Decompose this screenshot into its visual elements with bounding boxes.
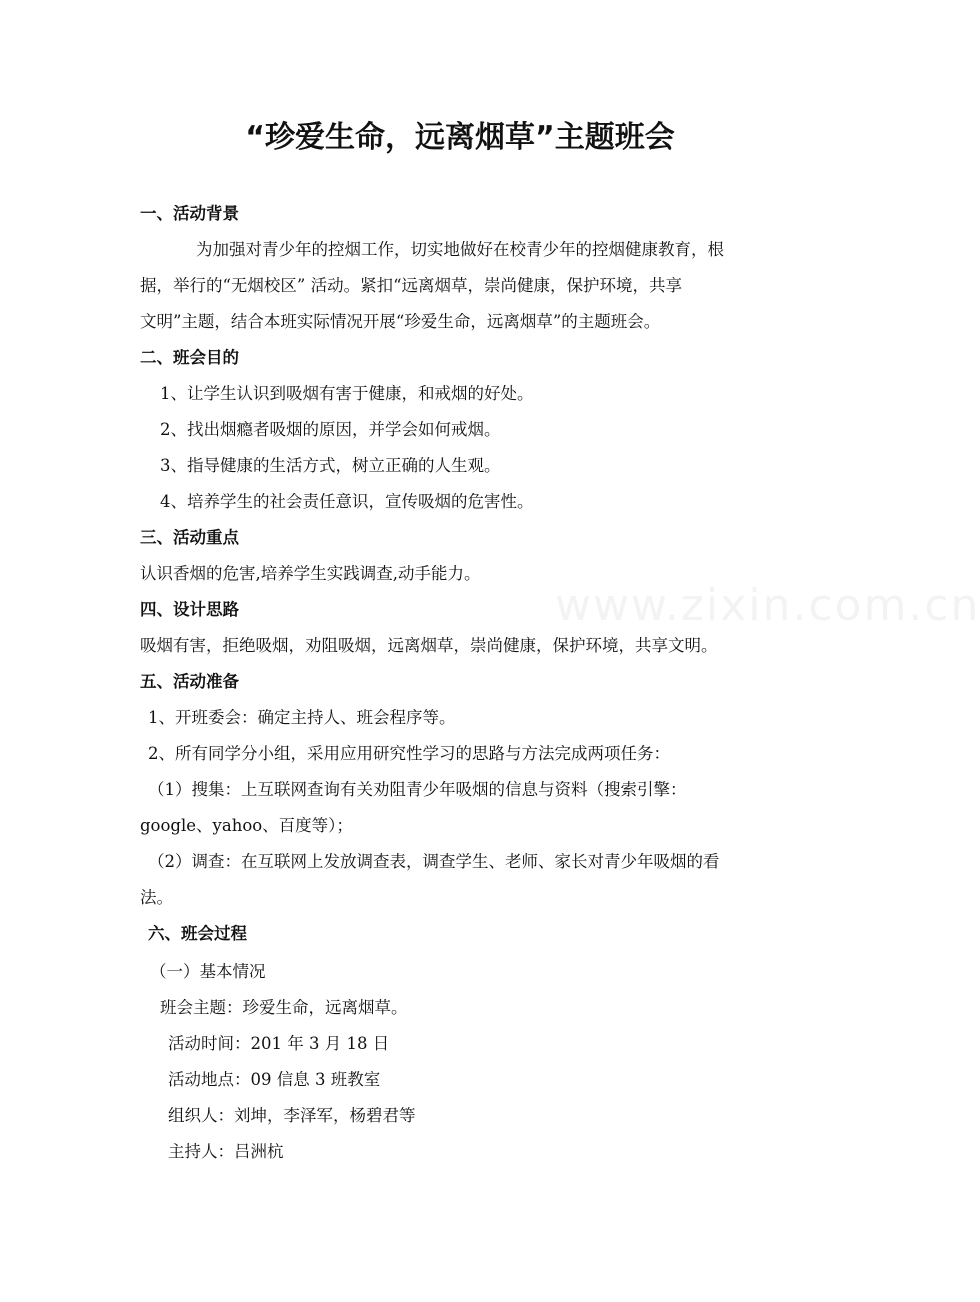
info-line: 班会主题：珍爱生命，远离烟草。 xyxy=(160,998,408,1017)
section-heading-focus: 三、活动重点 xyxy=(140,528,239,547)
paragraph-line: 吸烟有害，拒绝吸烟，劝阻吸烟，远离烟草，崇尚健康，保护环境，共享文明。 xyxy=(140,636,718,655)
list-item: 3、指导健康的生活方式，树立正确的人生观。 xyxy=(160,456,501,475)
list-item: 1、让学生认识到吸烟有害于健康，和戒烟的好处。 xyxy=(160,384,534,403)
page-title: “珍爱生命，远离烟草”主题班会 xyxy=(245,120,675,155)
paragraph-line: 法。 xyxy=(140,888,173,907)
paragraph-line: google、yahoo、百度等）； xyxy=(140,816,353,835)
info-line: 活动时间：201 年 3 月 18 日 xyxy=(168,1034,390,1053)
section-heading-purpose: 二、班会目的 xyxy=(140,348,239,367)
info-line: 活动地点：09 信息 3 班教室 xyxy=(168,1070,381,1089)
list-item: （2）调查：在互联网上发放调查表，调查学生、老师、家长对青少年吸烟的看 xyxy=(148,852,720,871)
section-heading-background: 一、活动背景 xyxy=(140,204,239,223)
list-item: （1）搜集：上互联网查询有关劝阻青少年吸烟的信息与资料（搜索引擎： xyxy=(148,780,687,799)
info-line: 主持人：吕洲杭 xyxy=(168,1142,284,1161)
paragraph-line: 据，举行的“无烟校区” 活动。紧扣“远离烟草，崇尚健康，保护环境，共享 xyxy=(140,276,683,295)
list-item: 2、所有同学分小组，采用应用研究性学习的思路与方法完成两项任务： xyxy=(148,744,670,763)
paragraph-line: 文明”主题，结合本班实际情况开展“珍爱生命，远离烟草”的主题班会。 xyxy=(140,312,661,331)
watermark: www.zixin.com.cn xyxy=(555,580,980,631)
paragraph-line: 为加强对青少年的控烟工作，切实地做好在校青少年的控烟健康教育，根 xyxy=(196,240,724,259)
list-item: 4、培养学生的社会责任意识，宣传吸烟的危害性。 xyxy=(160,492,534,511)
section-heading-preparation: 五、活动准备 xyxy=(140,672,239,691)
info-line: 组织人：刘坤，李泽军，杨碧君等 xyxy=(168,1106,416,1125)
section-heading-design: 四、设计思路 xyxy=(140,600,239,619)
section-heading-process: 六、班会过程 xyxy=(148,924,247,943)
subsection-heading: （一）基本情况 xyxy=(150,962,266,981)
paragraph-line: 认识香烟的危害,培养学生实践调查,动手能力。 xyxy=(140,564,481,583)
list-item: 2、找出烟瘾者吸烟的原因，并学会如何戒烟。 xyxy=(160,420,501,439)
list-item: 1、开班委会：确定主持人、班会程序等。 xyxy=(148,708,456,727)
